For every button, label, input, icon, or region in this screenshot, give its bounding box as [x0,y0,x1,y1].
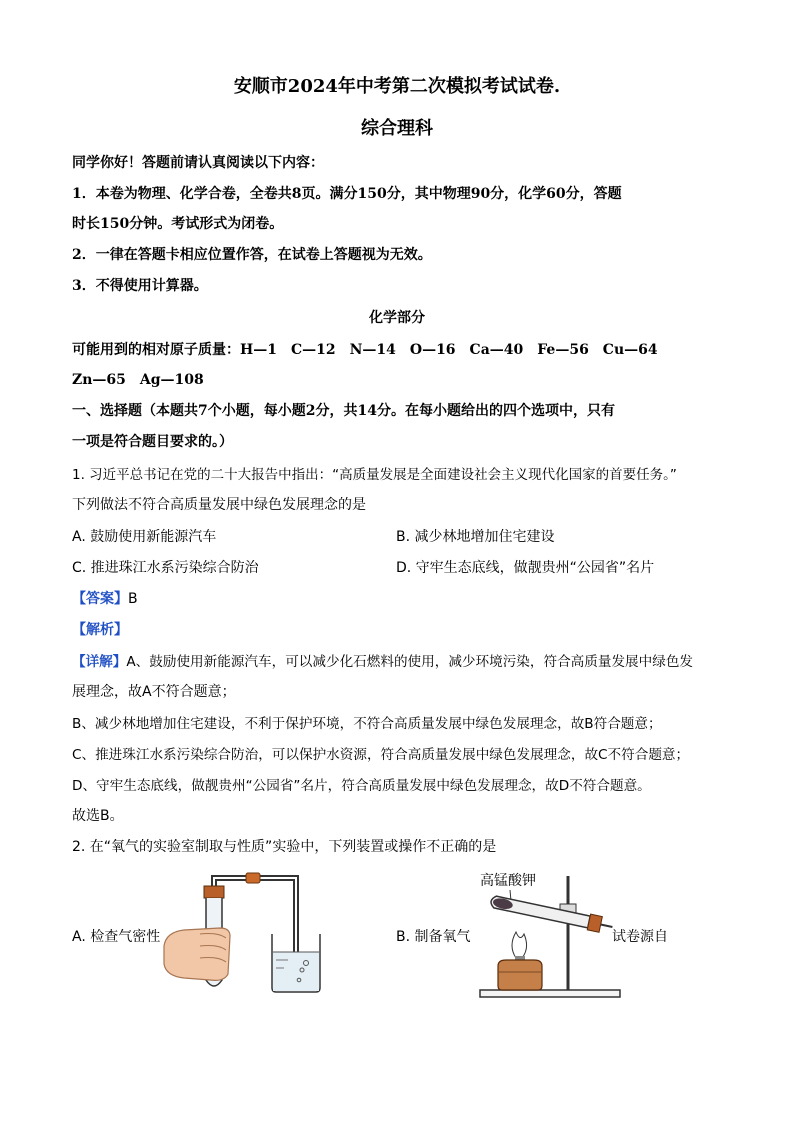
part-1-heading-line-2: 一项是符合题目要求的。） [72,434,233,450]
page-subtitle: 综合理科 [361,118,433,139]
section-title: 化学部分 [369,310,425,326]
instruction-item-1-line-1: 1．本卷为物理、化学合卷，全卷共8页。满分150分，其中物理90分，化学60分，答题 [72,186,622,202]
watermark-text: 试卷源自 [612,929,668,945]
q1-option-d: D. 守牢生态底线，做靓贵州“公园省”名片 [396,560,655,576]
q1-option-c: C. 推进珠江水系污染综合防治 [72,560,259,576]
detail-text: A、鼓励使用新能源汽车，可以减少化石燃料的使用，减少环境污染，符合高质量发展中绿色发 [126,654,694,670]
instructions-greeting: 同学你好！答题前请认真阅读以下内容： [72,155,324,171]
q1-conclusion: 故选B。 [72,808,124,824]
page-title: 安顺市2024年中考第二次模拟考试试卷. [233,76,561,97]
q2-option-b: B. 制备氧气 [396,929,471,945]
answer-label: 【答案】 [72,591,128,607]
q1-detail-d: D、守牢生态底线，做靓贵州“公园省”名片，符合高质量发展中绿色发展理念，故D不符合题意。 [72,778,651,794]
q1-detail-line-2: 展理念，故A不符合题意； [72,684,236,700]
instruction-item-3: 3．不得使用计算器。 [72,278,208,294]
detail-label: 【详解】 [72,654,127,670]
q1-detail-line-1 [72,650,693,670]
atomic-mass-line-1: 可能用到的相对原子质量：H—1 C—12 N—14 O—16 Ca—40 Fe—56 Cu—64 [72,342,658,358]
q1-detail-c: C、推进珠江水系污染综合防治，可以保护水资源，符合高质量发展中绿色发展理念，故C不符合题意； [72,747,690,763]
instruction-item-2: 2．一律在答题卡相应位置作答，在试卷上答题视为无效。 [72,247,432,263]
instruction-item-1-line-2: 时长150分钟。考试形式为闭卷。 [72,216,284,232]
answer-value: B [128,591,138,607]
q1-stem-line-1: 1. 习近平总书记在党的二十大报告中指出：“高质量发展是全面建设社会主义现代化国家的首要任务。” [72,467,677,483]
q1-option-b: B. 减少林地增加住宅建设 [396,529,555,545]
atomic-mass-line-2: Zn—65 Ag—108 [72,372,204,388]
q2-stem: 2. 在“氧气的实验室制取与性质”实验中，下列装置或操作不正确的是 [72,839,497,855]
q1-answer [72,588,138,608]
q1-stem-line-2: 下列做法不符合高质量发展中绿色发展理念的是 [72,497,366,513]
figure-b-label: 高锰酸钾 [480,873,536,889]
figure-oxygen-preparation [472,870,632,1000]
analysis-label: 【解析】 [72,622,128,638]
q1-option-a: A. 鼓励使用新能源汽车 [72,529,217,545]
figure-airtightness-check [160,868,320,998]
q1-detail-b: B、减少林地增加住宅建设，不利于保护环境，不符合高质量发展中绿色发展理念，故B符合题意； [72,716,662,732]
part-1-heading-line-1: 一、选择题（本题共7个小题，每小题2分，共14分。在每小题给出的四个选项中，只有 [72,403,615,419]
q2-option-a: A. 检查气密性 [72,929,161,945]
